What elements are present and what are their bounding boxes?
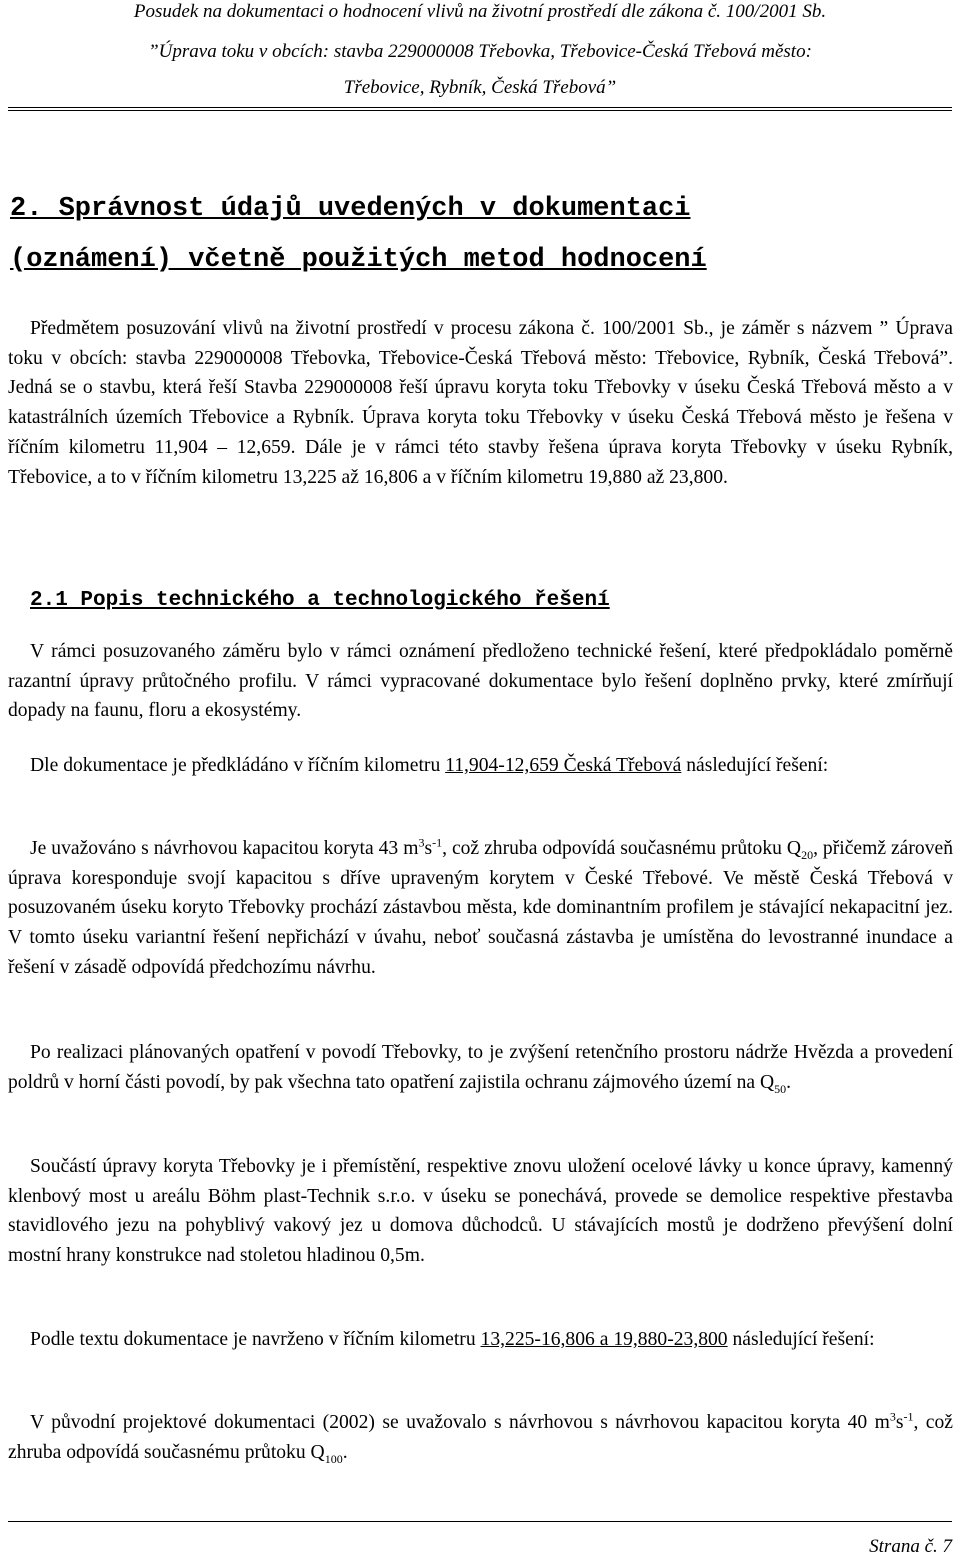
river-km-range-2: 13,225-16,806 a 19,880-23,800 [480,1329,728,1350]
header-line-2: ”Úprava toku v obcích: stavba 229000008 Třebovka, Třebovice-Česká Třebová město: [148,41,812,62]
superscript: -1 [432,835,443,850]
paragraph-capacity-43 [8,834,953,983]
subscript: 50 [774,1081,787,1096]
header-rule [8,107,952,108]
text-run: Po realizaci plánovaných opatření v povodí Třebovky, to je zvýšení retenčního prostoru nádrže Hvězda a provedení poldrů v horní části povodí, by pak všechna tato opatření zajistila ochranu zájmového území na Q [8,1042,953,1093]
section-heading-line-1: 2. Správnost údajů uvedených v dokumentaci [10,194,691,224]
river-km-range-1: 11,904-12,659 Česká Třebová [445,755,682,776]
text-run: . [786,1071,792,1093]
superscript: 3 [889,1409,896,1424]
text-run: s [424,838,433,859]
header-line-3: Třebovice, Rybník, Česká Třebová” [343,77,617,98]
text-run: V původní projektové dokumentaci (2002) se uvažovalo s návrhovou s návrhovou kapacitou koryta 40 m [30,1412,890,1433]
paragraph-km-1-tail: následující řešení: [681,755,829,776]
text-run: , což zhruba odpovídá současnému průtoku Q [8,1412,953,1463]
paragraph-km-2 [8,1325,953,1355]
superscript: 3 [418,835,425,850]
header-line-1: Posudek na dokumentaci o hodnocení vlivů na životní prostředí dle zákona č. 100/2001 Sb. [133,1,827,22]
paragraph-bridges: Součástí úpravy koryta Třebovky je i přemístění, respektive znovu uložení ocelové lávky u konce úpravy, kamenný klenbový most u areálu Böhm plast-Technik s.r.o. v úseku se ponechává, provede se demolice respektive přestavba stavidlového jezu na pohyblivý vakový jez u domova důchodců. U stávajících mostů je dodrženo převýšení dolní mostní hrany konstrukce nad stoletou hladinou 0,5m. [8,1156,953,1267]
text-run: Je uvažováno s návrhovou kapacitou koryta 43 m [30,838,419,859]
text-run: , což zhruba odpovídá současnému průtoku Q [442,838,802,859]
paragraph-km-2-tail: následující řešení: [727,1329,875,1350]
text-run: . [342,1441,348,1463]
paragraph-km-2-text: Podle textu dokumentace je navrženo v říčním kilometru [30,1329,481,1350]
paragraph-technical-solution: V rámci posuzovaného záměru bylo v rámci oznámení předloženo technické řešení, které předpokládalo poměrně razantní úpravy průtočného profilu. V rámci vypracované dokumentace bylo řešení doplněno prvky, které zmírňují dopady na faunu, floru a ekosystémy. [8,641,953,722]
text-run: , přičemž zároveň úprava koresponduje svojí kapacitou s dříve upraveným korytem v České Třebové. Ve městě Česká Třebová v posuzovaném úseku koryto Třebovky prochází zástavbou města, kde dominantním profilem je stávající nekapacitní jez. V tomto úseku variantní řešení nepřichází v úvahu, neboť současná zástavba je umístěna do levostranné inundace a řešení v zásadě odpovídá předchozímu návrhu. [8,838,953,978]
subscript: 100 [324,1451,343,1466]
paragraph-capacity-40 [8,1408,953,1467]
intro-paragraph: Předmětem posuzování vlivů na životní prostředí v procesu zákona č. 100/2001 Sb., je záměr s názvem ” Úprava toku v obcích: stavba 229000008 Třebovka, Třebovice-Česká Třebová město: Třebovice, Rybník, Česká Třebová”. Jedná se o stavbu, která řeší Stavba 229000008 řeší úpravu koryta toku Třebovky v úseku Česká Třebová město a v katastrálních územích Třebovice a Rybník. Úprava koryta toku Třebovky v úseku Česká Třebová město je řešena v říčním kilometru 11,904 – 12,659. Dále je v rámci této stavby řešena úprava koryta Třebovky v úseku Rybník, Třebovice, a to v říčním kilometru 13,225 až 16,806 a v říčním kilometru 19,880 až 23,800. [8,318,953,488]
footer-rule [8,1521,952,1522]
paragraph-km-1 [8,751,953,781]
subsection-heading: 2.1 Popis technického a technologického řešení [30,589,610,612]
section-heading-line-2: (oznámení) včetně použitých metod hodnocení [10,245,707,275]
text-run: s [895,1412,904,1433]
superscript: -1 [903,1409,914,1424]
paragraph-km-1-text: Dle dokumentace je předkládáno v říčním kilometru [30,755,446,776]
subscript: 20 [801,847,814,862]
header-rule-2 [8,110,952,111]
paragraph-retention [8,1038,953,1097]
page-number: Strana č. 7 [869,1536,952,1557]
